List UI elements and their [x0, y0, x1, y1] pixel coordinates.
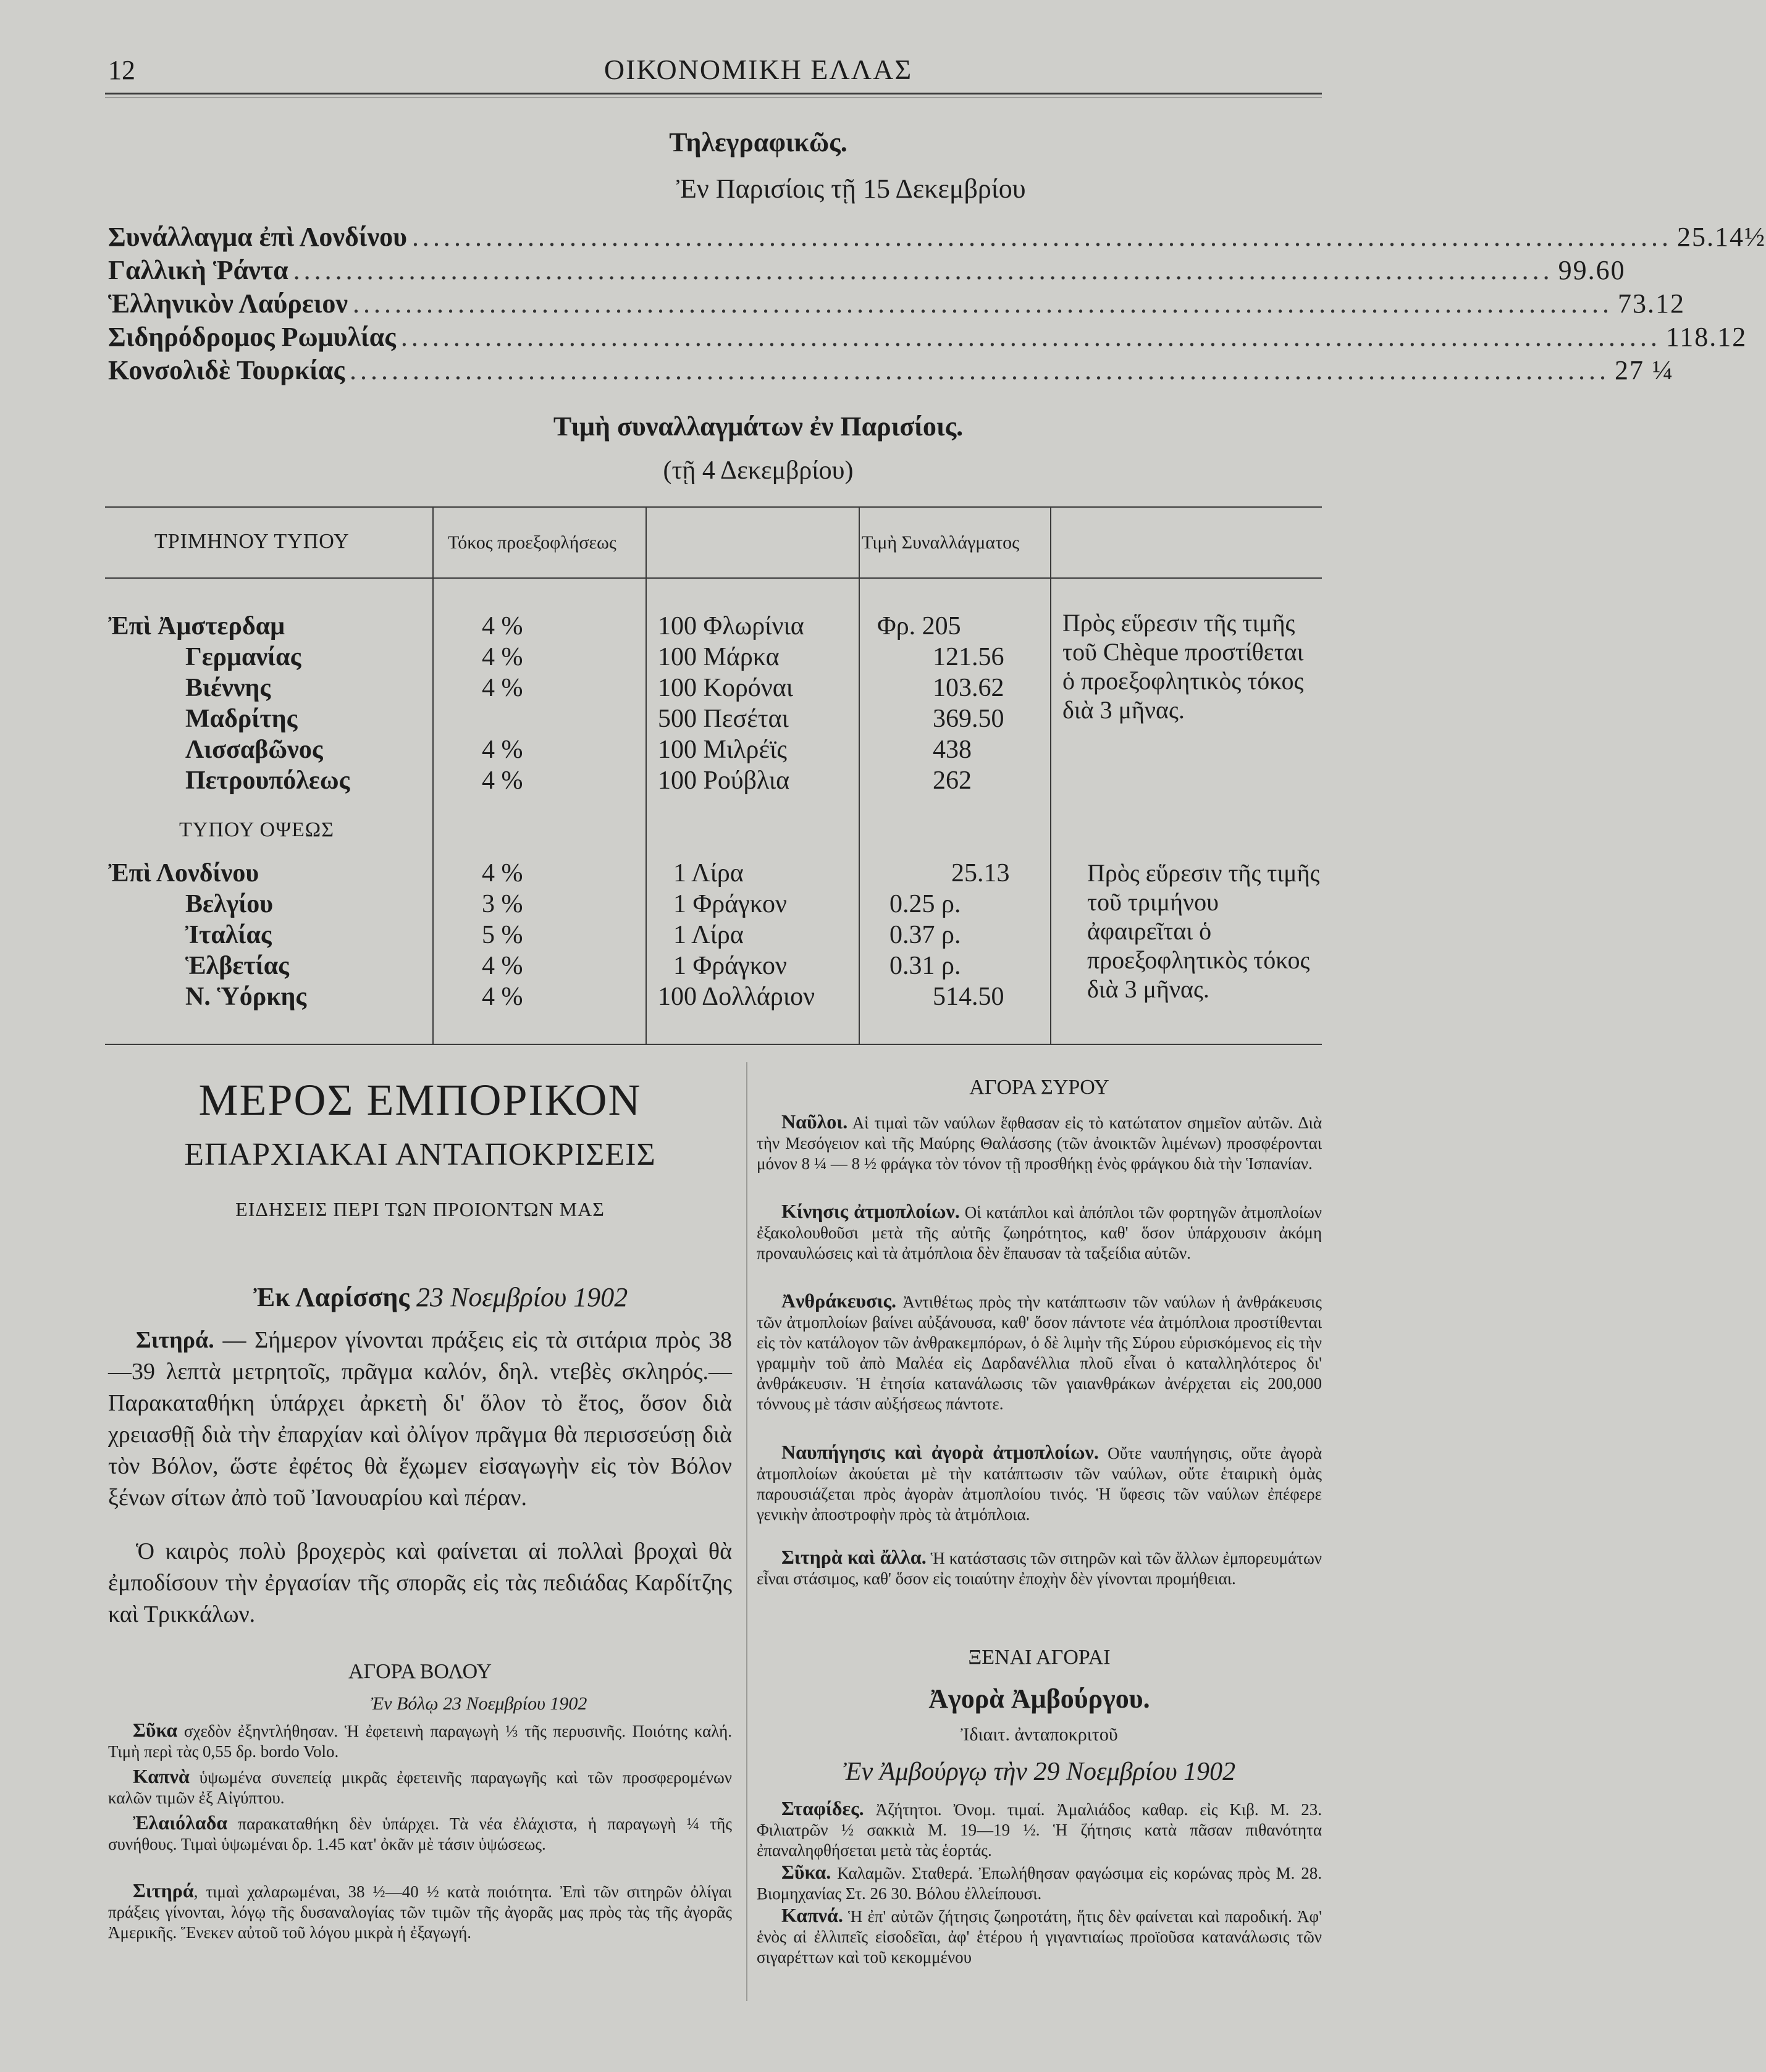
table-row-price: 514.50: [933, 983, 1004, 1011]
leader-dots: ........................................................................................................................: [411, 222, 1672, 252]
telegraph-value: 25.14½: [1676, 222, 1766, 252]
item-lead: Κίνησις ἀτμοπλοίων.: [781, 1200, 960, 1222]
table-row-rate: 4 %: [482, 859, 523, 887]
item-lead: Σῦκα: [133, 1719, 178, 1741]
telegraph-heading: Τηλεγραφικῶς.: [669, 127, 847, 157]
telegraph-row: [108, 221, 1766, 252]
telegraph-value: 73.12: [1618, 288, 1686, 319]
item-text: παρακαταθήκη δὲν ὑπάρχει. Τὰ νέα ἐλάχιστα, ἡ παραγωγὴ ¼ τῆς συνήθους. Τιμαὶ ὑψωμέναι δρ. 1.45 κατ' ὀκᾶν μὲ τάσιν ὑψώσεως.: [108, 1814, 732, 1853]
table-row-price: 0.37 ρ.: [889, 921, 961, 949]
page-number: 12: [108, 55, 135, 85]
hamburg-title: Ἀγορὰ Ἀμβούργου.: [928, 1684, 1150, 1714]
table-row-rate: 4 %: [482, 952, 523, 980]
table-row-amount: 1 Φράγκον: [673, 952, 787, 980]
table-row-price: Φρ. 205: [877, 612, 961, 640]
col-header-paper: ΤΡΙΜΗΝΟΥ ΤΥΠΟΥ: [154, 530, 350, 553]
item-text: Οὔτε ναυπήγησις, οὔτε ἀγορὰ ἀτμοπλοίων ἀκούεται μὲ τὴν κατάπτωσιν τῶν ναύλων, οὔτε ἑταιρικὴ ὁμὰς παρουσιάζεται πρὸς ἀγορὰν ἀτμοπλοίου τινός. Ἡ ὕφεσις τῶν ναύλων ἐπέφερε γενικὴν ἀποστροφὴν πρὸς τὰ ἀτμόπλοια.: [757, 1444, 1322, 1524]
section-title: ΜΕΡΟΣ ΕΜΠΟΡΙΚΟΝ: [198, 1075, 642, 1125]
table-bottom-rule: [105, 1044, 1322, 1045]
table-row-amount: 100 Ρούβλια: [658, 766, 790, 795]
header-rule: [105, 93, 1322, 94]
item-lead: Ἀνθράκευσις.: [781, 1290, 896, 1312]
item-text: Οἱ κατάπλοι καὶ ἀπόπλοι τῶν φορτηγῶν ἀτμοπλοίων ἐξακολουθοῦσι μετὰ τῆς αὐτῆς ζωηρότητος, καθ' ὅσον ὑπάρχουσιν ἀκόμη προναυλώσεις καὶ τὰ ἀτμόπλοια δὲν ἔπαυσαν τὰ ταξείδια αὐτῶν.: [757, 1203, 1322, 1262]
syros-title: ΑΓΟΡΑ ΣΥΡΟΥ: [969, 1076, 1109, 1099]
table-row-rate: 5 %: [482, 921, 523, 949]
larissa-report-2: [108, 1536, 732, 1630]
item-lead: Σῦκα.: [781, 1861, 831, 1883]
foreign-markets-title: ΞΕΝΑΙ ΑΓΟΡΑΙ: [968, 1646, 1111, 1669]
table-row-amount: 1 Λίρα: [673, 859, 744, 887]
table-row-amount: 1 Λίρα: [673, 921, 744, 949]
dateline: [253, 1281, 628, 1313]
sight-label: ΤΥΠΟΥ ΟΨΕΩΣ: [179, 818, 334, 841]
larissa-report: [108, 1325, 732, 1514]
table-row-rate: 4 %: [482, 674, 523, 702]
table-row-rate: 4 %: [482, 983, 523, 1011]
item-text: , τιμαὶ χαλαρωμέναι, 38 ½—40 ½ κατὰ ποιότητα. Ἐπὶ τῶν σιτηρῶν ὀλίγαι πράξεις γίνονται, λόγῳ τῆς δυσαναλογίας τῶν τιμῶν τῆς ἀγορᾶς μας πρὸς τὰς τῆς ἀγορᾶς Ἀμερικῆς. Ἕνεκεν αὐτοῦ τοῦ λόγου μικρὰ ἡ ἐξαγωγή.: [108, 1882, 732, 1942]
leader-dots: ........................................................................................................................: [400, 322, 1661, 352]
table-row-rate: 3 %: [482, 890, 523, 918]
table-row-price: 262: [933, 766, 972, 795]
table-row-place: Λισσαβῶνος: [185, 736, 323, 764]
column-rule: [645, 506, 647, 1044]
telegraph-label: Γαλλικὴ Ῥάντα: [108, 255, 288, 285]
table-row-place: Ἐπὶ Ἀμστερδαμ: [108, 612, 285, 640]
syros-item: [757, 1201, 1322, 1264]
section-subtitle: ΕΠΑΡΧΙΑΚΑΙ ΑΝΤΑΠΟΚΡΙΣΕΙΣ: [184, 1137, 656, 1172]
item-text: ὑψωμένα συνεπείᾳ μικρᾶς ἐφετεινῆς παραγωγῆς καὶ τῶν προσφερομένων καλῶν τιμῶν ἐξ Αἰγύπτου.: [108, 1768, 732, 1807]
exchange-heading: Τιμὴ συναλλαγμάτων ἐν Παρισίοις.: [553, 411, 964, 442]
syros-item: [757, 1442, 1322, 1525]
table-row-place: Ἐπὶ Λονδίνου: [108, 859, 259, 887]
sight-note: Πρὸς εὕρεσιν τῆς τιμῆς τοῦ τριμήνου ἀφαιρεῖται ὁ προεξοφλητικὸς τόκος διὰ 3 μῆνας.: [1087, 859, 1320, 1003]
telegraph-place-date: Ἐν Παρισίοις τῇ 15 Δεκεμβρίου: [676, 174, 1026, 204]
item-lead: Σιτηρά.: [136, 1327, 214, 1353]
item-text: Καλαμῶν. Σταθερά. Ἐπωλήθησαν φαγώσιμα εἰς κορώνας πρὸς Μ. 28. Βιομηχανίας Στ. 26 30. Βόλου ἐλλείπουσι.: [757, 1864, 1322, 1903]
telegraph-label: Κονσολιδὲ Τουρκίας: [108, 355, 345, 385]
volos-item: [108, 1813, 732, 1855]
item-lead: Σταφίδες.: [781, 1797, 864, 1819]
telegraph-value: 27 ¼: [1615, 355, 1675, 385]
column-rule: [859, 506, 860, 1044]
telegraph-label: Ἑλληνικὸν Λαύρειον: [108, 288, 348, 319]
table-row-amount: 100 Μάρκα: [658, 643, 780, 671]
table-row-place: Βελγίου: [185, 890, 274, 918]
table-row-place: Γερμανίας: [185, 643, 301, 671]
table-row-rate: 4 %: [482, 643, 523, 671]
table-row-amount: 100 Μιλρέϊς: [658, 736, 788, 764]
journal-title: ΟΙΚΟΝΟΜΙΚΗ ΕΛΛΑΣ: [603, 54, 913, 85]
table-row-price: 438: [933, 736, 972, 764]
item-text: Ἀντιθέτως πρὸς τὴν κατάπτωσιν τῶν ναύλων ἡ ἀνθράκευσις τῶν ἀτμοπλοίων βαίνει αὐξάνουσα, καθ' ὅσον πάντοτε νέα ἀτμόπλοια προστίθενται εἰς τὸν κατάλογον τῶν ἀνθρακεμπόρων, ὁ δὲ λιμὴν τῆς Σύρου εὑρισκόμενος εἰς τὴν γραμμὴν τοῦ ἀπὸ Μαλέα εἰς Δαρδανέλλια πλοῦ εἶναι ὁ καταλληλότερος δι' ἀνθράκευσιν. Ἡ ἐτησία κατανάλωσις τῶν γαιανθράκων ἀνέρχεται εἰς 200,000 τόννους μὲ τάσιν αὐξήσεως πάντοτε.: [757, 1293, 1322, 1413]
table-row-amount: 500 Πεσέται: [658, 705, 789, 733]
table-row-place: Πετρουπόλεως: [185, 766, 350, 795]
telegraph-row: [108, 254, 1626, 285]
leader-dots: ........................................................................................................................: [350, 355, 1610, 385]
table-row-place: Ἑλβετίας: [185, 952, 289, 980]
item-text: Ἀζήτητοι. Ὀνομ. τιμαί. Ἀμαλιάδος καθαρ. εἰς Κιβ. Μ. 23. Φιλιατρῶν ½ σακκιὰ Μ. 19—19 ½. Ἡ ζήτησις κατὰ πᾶσαν πιθανότητα ἐπαναληφθήσεται μετὰ τὰς ἑορτάς.: [757, 1800, 1322, 1860]
volos-date: Ἐν Βόλῳ 23 Νοεμβρίου 1902: [371, 1693, 587, 1714]
leader-dots: ........................................................................................................................: [353, 288, 1613, 319]
hamburg-item: [757, 1798, 1322, 1861]
hamburg-item: [757, 1862, 1322, 1904]
col-header-rate: Τόκος προεξοφλήσεως: [448, 532, 616, 553]
volos-title: ΑΓΟΡΑ ΒΟΛΟΥ: [348, 1660, 492, 1683]
table-top-rule: [105, 506, 1322, 508]
exchange-subheading: (τῇ 4 Δεκεμβρίου): [663, 456, 854, 485]
table-row-price: 0.31 ρ.: [889, 952, 961, 980]
item-lead: Ναυπήγησις καὶ ἀγορὰ ἀτμοπλοίων.: [781, 1441, 1099, 1463]
syros-item: [757, 1291, 1322, 1414]
volos-item: [108, 1720, 732, 1762]
col-header-price: Τιμὴ Συναλλάγματος: [862, 532, 1020, 553]
item-text: — Σήμερον γίνονται πράξεις εἰς τὰ σιτάρια πρὸς 38—39 λεπτὰ μετρητοῖς, πρᾶγμα καλόν, δηλ. ντεβὲς σκληρός.—Παρακαταθήκη ὑπάρχει ἀρκετὴ δι' ὅλον τὸ ἔτος, ὅσον διὰ χρειασθῇ διὰ τὴν ἐπαρχίαν καὶ ὀλίγον πρᾶγμα θὰ περισσεύσῃ διὰ τὸν Βόλον, ὥστε ἐφέτος θὰ ἔχωμεν εἰσαγωγὴν εἰς τὸν Βόλον ξένων σίτων ἀπὸ τοῦ Ἰανουαρίου καὶ πέραν.: [108, 1327, 732, 1511]
table-row-place: Μαδρίτης: [185, 705, 298, 733]
volos-item: [108, 1766, 732, 1808]
column-divider: [746, 1062, 747, 2001]
table-row-price: 369.50: [933, 705, 1004, 733]
trimester-note: Πρὸς εὕρεσιν τῆς τιμῆς τοῦ Chèque προστίθεται ὁ προεξοφλητικὸς τόκος διὰ 3 μῆνας.: [1062, 609, 1304, 724]
item-text: σχεδὸν ἐξηντλήθησαν. Ἡ ἐφετεινὴ παραγωγὴ ⅓ τῆς περυσινῆς. Ποιότης καλή. Τιμὴ περὶ τὰς 0,55 δρ. bordo Volo.: [108, 1722, 732, 1761]
table-row-amount: 100 Φλωρίνια: [658, 612, 804, 640]
telegraph-row: [108, 288, 1686, 319]
item-text: Ἡ κατάστασις τῶν σιτηρῶν καὶ τῶν ἄλλων ἐμπορευμάτων εἶναι στάσιμος, καθ' ὅσον εἰς τοιαύτην ἐποχὴν δὲν γίνονται προμήθειαι.: [757, 1549, 1322, 1588]
table-row-place: Ν. Ὑόρκης: [185, 983, 307, 1011]
telegraph-row: [108, 354, 1675, 385]
item-text: Ἡ ἐπ' αὐτῶν ζήτησις ζωηροτάτη, ἥτις δὲν φαίνεται καὶ παροδική. Ἀφ' ἑνὸς αἱ ἐλλιπεῖς εἰσοδεῖαι, ἀφ' ἑτέρου ἡ γιγαντιαίως προϊοῦσα κατανάλωσις τῶν σιγαρέττων καὶ τοῦ κεκομμένου: [757, 1907, 1322, 1966]
item-lead: Καπνά.: [781, 1904, 843, 1926]
syros-item: [757, 1112, 1322, 1174]
dateline-date: 23 Νοεμβρίου 1902: [416, 1282, 628, 1312]
item-lead: Σιτηρά: [133, 1879, 194, 1902]
telegraph-value: 118.12: [1665, 322, 1747, 352]
table-row-rate: 4 %: [482, 736, 523, 764]
table-row-rate: 4 %: [482, 766, 523, 795]
telegraph-row: [108, 321, 1747, 352]
volos-item: [108, 1881, 732, 1943]
dateline-place: Ἐκ Λαρίσσης: [253, 1282, 410, 1312]
telegraph-label: Σιδηρόδρομος Ρωμυλίας: [108, 322, 396, 352]
item-lead: Ναῦλοι.: [781, 1110, 848, 1133]
item-text: Αἱ τιμαὶ τῶν ναύλων ἔφθασαν εἰς τὸ κατώτατον σημεῖον αὐτῶν. Διὰ τὴν Μεσόγειον καὶ τῆς Μαύρης Θαλάσσης (τῶν ἀνοικτῶν λιμένων) προσφέρονται μόνον 8 ¼ — 8 ½ φράγκα τὸν τόνον τῇ προσθήκῃ ἑνὸς φράγκου διὰ τὴν Ἱσπανίαν.: [757, 1114, 1322, 1173]
leader-dots: ........................................................................................................................: [293, 255, 1554, 285]
table-row-price: 103.62: [933, 674, 1004, 702]
column-rule: [432, 506, 434, 1044]
hamburg-subtitle: Ἰδιαιτ. ἀνταποκριτοῦ: [961, 1724, 1118, 1745]
section-subsubtitle: ΕΙΔΗΣΕΙΣ ΠΕΡΙ ΤΩΝ ΠΡΟΙΟΝΤΩΝ ΜΑΣ: [235, 1198, 605, 1220]
table-row-amount: 100 Κορόναι: [658, 674, 794, 702]
telegraph-label: Συνάλλαγμα ἐπὶ Λονδίνου: [108, 222, 407, 252]
column-rule: [1050, 506, 1051, 1044]
table-row-price: 0.25 ρ.: [889, 890, 961, 918]
hamburg-item: [757, 1905, 1322, 1968]
table-row-price: 121.56: [933, 643, 1004, 671]
item-lead: Σιτηρὰ καὶ ἄλλα.: [781, 1546, 927, 1568]
table-row-place: Βιέννης: [185, 674, 271, 702]
item-lead: Καπνὰ: [133, 1765, 190, 1787]
table-row-rate: 4 %: [482, 612, 523, 640]
table-row-place: Ἰταλίας: [185, 921, 272, 949]
table-head-rule: [105, 577, 1322, 579]
item-lead: Ἐλαιόλαδα: [133, 1811, 228, 1834]
syros-item: [757, 1547, 1322, 1589]
table-row-amount: 1 Φράγκον: [673, 890, 787, 918]
table-row-price: 25.13: [951, 859, 1010, 887]
telegraph-value: 99.60: [1558, 255, 1626, 285]
item-text: Ὁ καιρὸς πολὺ βροχερὸς καὶ φαίνεται αἱ πολλαὶ βροχαὶ θὰ ἐμποδίσουν τὴν ἐργασίαν τῆς σπορᾶς εἰς τὰς πεδιάδας Καρδίτζης καὶ Τρικκάλων.: [108, 1538, 732, 1627]
table-row-amount: 100 Δολλάριον: [658, 983, 815, 1011]
hamburg-date: Ἐν Ἀμβούργῳ τὴν 29 Νοεμβρίου 1902: [843, 1758, 1236, 1786]
